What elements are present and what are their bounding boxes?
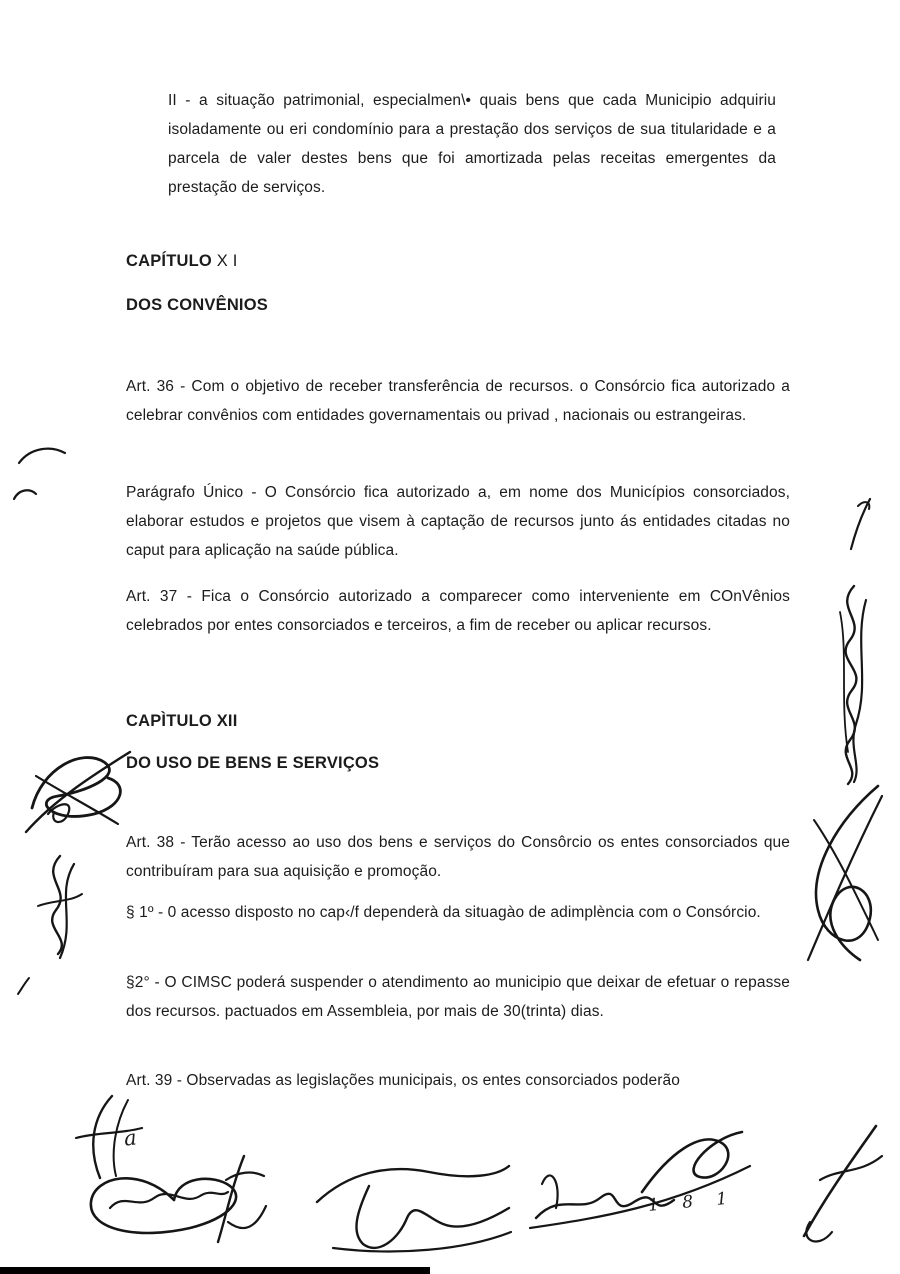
chapter-xi-heading	[126, 252, 238, 271]
chapter-xi-subtitle: DOS CONVÊNIOS	[126, 296, 268, 314]
chapter-xii-subtitle: DO USO DE BENS E SERVIÇOS	[126, 754, 380, 772]
signature-left-script-icon	[28, 850, 88, 965]
signature-bottom-second-icon	[305, 1158, 515, 1258]
handwritten-letter-a: a	[122, 1125, 138, 1151]
paragraph-art-39: Art. 39 - Observadas as legislações municipais, os entes consorciados poderão	[126, 1072, 680, 1089]
pen-mark-left-curve-top-icon	[16, 444, 68, 466]
paragraph-item-ii: II - a situação patrimonial, especialmen\• quais bens que cada Municipio adquiriu isoladamente ou eri condomínio para a prestação dos serviços de sua titularidade e a parcela de valer destes bens que foi amortizada pelas receitas emergentes da prestação de serviços.	[168, 92, 776, 196]
chapter-xii-heading: CAPÌTULO XII	[126, 712, 238, 730]
signature-bottom-third-icon	[518, 1122, 758, 1237]
signature-left-scribble-icon	[20, 736, 135, 841]
pen-mark-left-tick-icon	[16, 976, 32, 996]
handwritten-page-number: 1 8 1	[647, 1188, 737, 1216]
paragraph-art-38: Art. 38 - Terão acesso ao uso dos bens e serviços do Consôrcio os entes consorciados que contribuíram para sua aquisição e promoção.	[126, 834, 790, 880]
pen-mark-left-curve-bottom-icon	[12, 486, 38, 502]
pen-mark-right-slash-icon	[846, 496, 876, 552]
signature-right-large-icon	[790, 778, 890, 973]
paragraph-paragrafo-unico: Parágrafo Único - O Consórcio fica autorizado a, em nome dos Municípios consorciados, elaborar estudos e projetos que visem à captação de recursos junto ás entidades citadas no caput para aplicação na saúde pública.	[126, 484, 790, 559]
signature-right-vertical-icon	[820, 582, 880, 787]
paragraph-art-36: Art. 36 - Com o objetivo de receber transferência de recursos. o Consórcio fica autorizado a celebrar convênios com entidades governamentais ou privad , nacionais ou estrangeiras.	[126, 378, 790, 424]
scan-edge-artifact	[0, 1267, 430, 1274]
signature-bottom-first-icon	[78, 1148, 273, 1248]
paragraph-section-2: §2° - O CIMSC poderá suspender o atendimento ao municipio que deixar de efetuar o repasse dos recursos. pactuados em Assembleia, por mais de 30(trinta) dias.	[126, 974, 790, 1020]
signature-bottom-right-icon	[788, 1118, 898, 1253]
paragraph-section-1: § 1º - 0 acesso disposto no cap‹/f dependerà da situagào de adimplència com o Consórcio.	[126, 904, 761, 921]
paragraph-art-37: Art. 37 - Fica o Consórcio autorizado a comparecer como interveniente em COnVênios celebrados por entes consorciados e terceiros, a fim de receber ou aplicar recursos.	[126, 588, 790, 634]
chapter-xi-word: CAPÍTULO	[126, 252, 212, 270]
chapter-xi-number: X I	[211, 252, 238, 270]
